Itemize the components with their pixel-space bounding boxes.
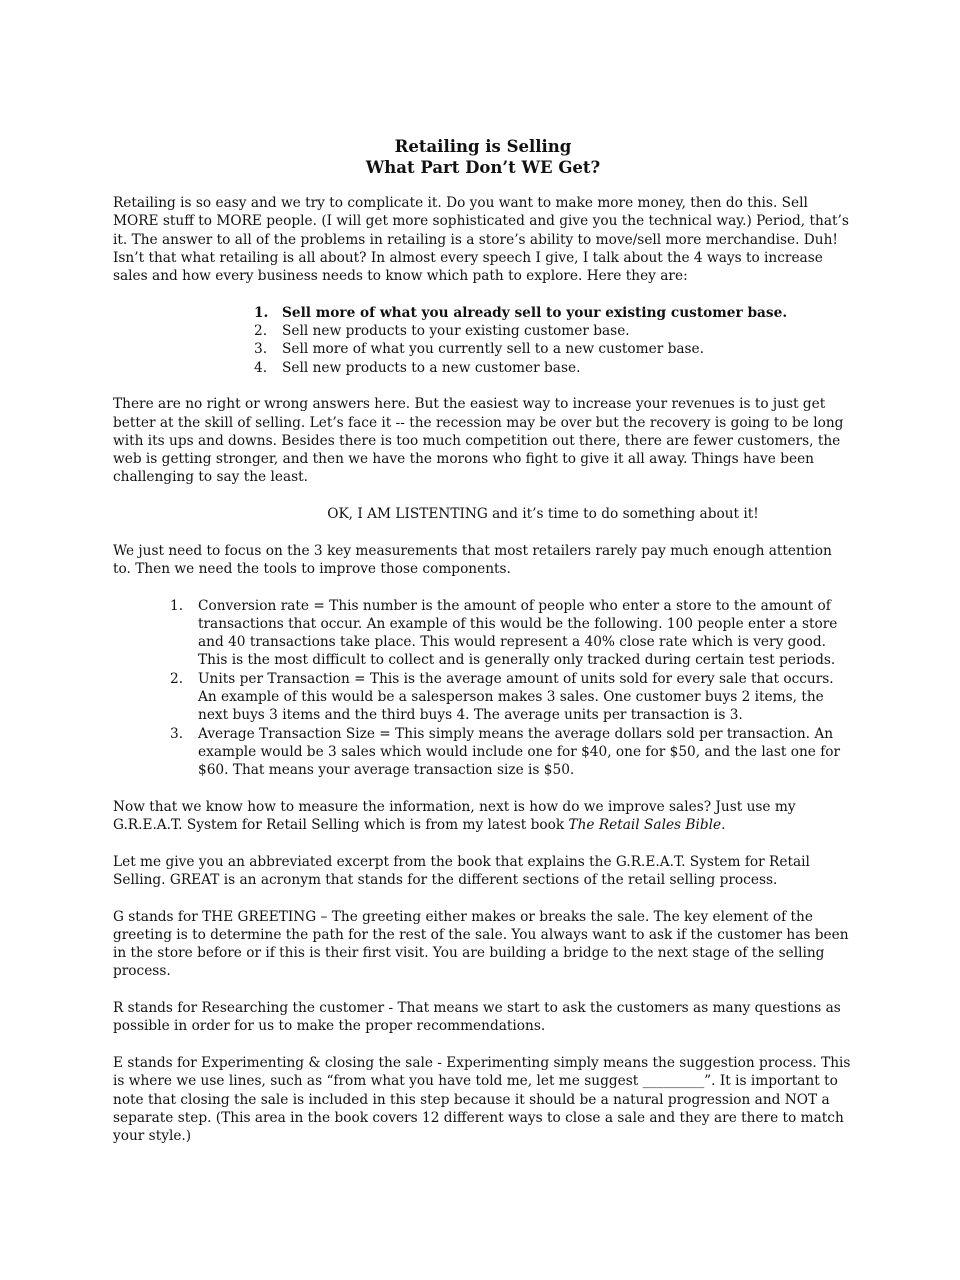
listening-line: OK, I AM LISTENTING and it’s time to do something about it! bbox=[327, 506, 759, 523]
list-item bbox=[170, 725, 853, 780]
list-number: 2. bbox=[170, 670, 184, 687]
measurements-list bbox=[170, 597, 853, 780]
list-text: Sell more of what you currently sell to a new customer base. bbox=[282, 341, 705, 358]
list-number: 1. bbox=[170, 597, 184, 614]
intro-paragraph: Retailing is so easy and we try to complicate it. Do you want to make more money, then do this. Sell MORE stuff to MORE people. (I will get more sophisticated and give you the technical way.) Period, that’s it. The answer to all of the problems in retailing is a store’s ability to move/sell more merchandise. Duh! Isn’t that what retailing is all about? In almost every speech I give, I talk about the 4 ways to increase sales and how every business needs to know which path to explore. Here they are: bbox=[113, 195, 849, 285]
list-text: Sell more of what you already sell to your existing customer base. bbox=[282, 304, 788, 321]
paragraph-improve-sales bbox=[113, 798, 853, 835]
paragraph-experimenting: E stands for Experimenting & closing the sale - Experimenting simply means the suggestion process. This is where we use lines, such as “from what you have told me, let me suggest _________”. It is important to note that closing the sale is included in this step because it should be a natural progression and NOT a separate step. (This area in the book covers 12 different ways to close a sale and they are there to match your style.) bbox=[113, 1054, 851, 1145]
list-item bbox=[170, 670, 853, 725]
ways-list bbox=[254, 304, 853, 377]
list-number: 1. bbox=[254, 304, 269, 321]
list-text: Average Transaction Size = This simply means the average dollars sold per transaction. An example would be 3 sales which would include one for $40, one for $50, and the last one for $60. That means your average transaction size is $50. bbox=[198, 725, 841, 779]
list-text: Units per Transaction = This is the average amount of units sold for every sale that occurs. An example of this would be a salesperson makes 3 sales. One customer buys 2 items, the next buys 3 items and the third buys 4. The average units per transaction is 3. bbox=[198, 670, 834, 724]
list-number: 2. bbox=[254, 323, 268, 340]
list-item bbox=[254, 304, 853, 322]
list-number: 4. bbox=[254, 359, 268, 376]
paragraph-measurements: We just need to focus on the 3 key measurements that most retailers rarely pay much enough attention to. Then we need the tools to improve those components. bbox=[113, 542, 832, 577]
paragraph-greeting: G stands for THE GREETING – The greeting either makes or breaks the sale. The key element of the greeting is to determine the path for the rest of the sale. You always want to ask if the customer has been in the store before or if this is their first visit. You are building a bridge to the next stage of the selling process. bbox=[113, 908, 849, 980]
list-number: 3. bbox=[170, 725, 184, 742]
list-item bbox=[254, 322, 853, 340]
list-text: Conversion rate = This number is the amount of people who enter a store to the amount of transactions that occur. An example of this would be the following. 100 people enter a store and 40 transactions take place. This would represent a 40% close rate which is very good. This is the most difficult to collect and is generally only tracked during certain test periods. bbox=[198, 597, 838, 669]
improve-sales-end: . bbox=[721, 817, 726, 834]
list-text: Sell new products to your existing customer base. bbox=[282, 323, 630, 340]
list-item bbox=[254, 359, 853, 377]
list-number: 3. bbox=[254, 341, 268, 358]
paragraph-researching: R stands for Researching the customer - That means we start to ask the customers as many questions as possible in order for us to make the proper recommendations. bbox=[113, 1000, 841, 1035]
document-page bbox=[113, 136, 853, 1164]
list-text: Sell new products to a new customer base. bbox=[282, 359, 581, 376]
list-item bbox=[254, 340, 853, 358]
improve-sales-text: Now that we know how to measure the information, next is how do we improve sales? Just use my G.R.E.A.T. System for Retail Selling which is from my latest book bbox=[113, 798, 796, 834]
book-title: The Retail Sales Bible bbox=[568, 817, 722, 834]
list-item bbox=[170, 597, 853, 670]
title-line-1: Retailing is Selling bbox=[394, 137, 572, 156]
title-line-2: What Part Don’t WE Get? bbox=[365, 158, 601, 177]
document-title bbox=[113, 136, 853, 178]
paragraph-selling-skill: There are no right or wrong answers here. But the easiest way to increase your revenues is to just get better at the skill of selling. Let’s face it -- the recession may be over but the recovery is going to be long with its ups and downs. Besides there is too much competition out there, there are fewer customers, the web is getting stronger, and then we have the morons who fight to give it all away. Things have been challenging to say the least. bbox=[113, 396, 844, 486]
paragraph-excerpt: Let me give you an abbreviated excerpt from the book that explains the G.R.E.A.T. System for Retail Selling. GREAT is an acronym that stands for the different sections of the retail selling process. bbox=[113, 853, 810, 888]
